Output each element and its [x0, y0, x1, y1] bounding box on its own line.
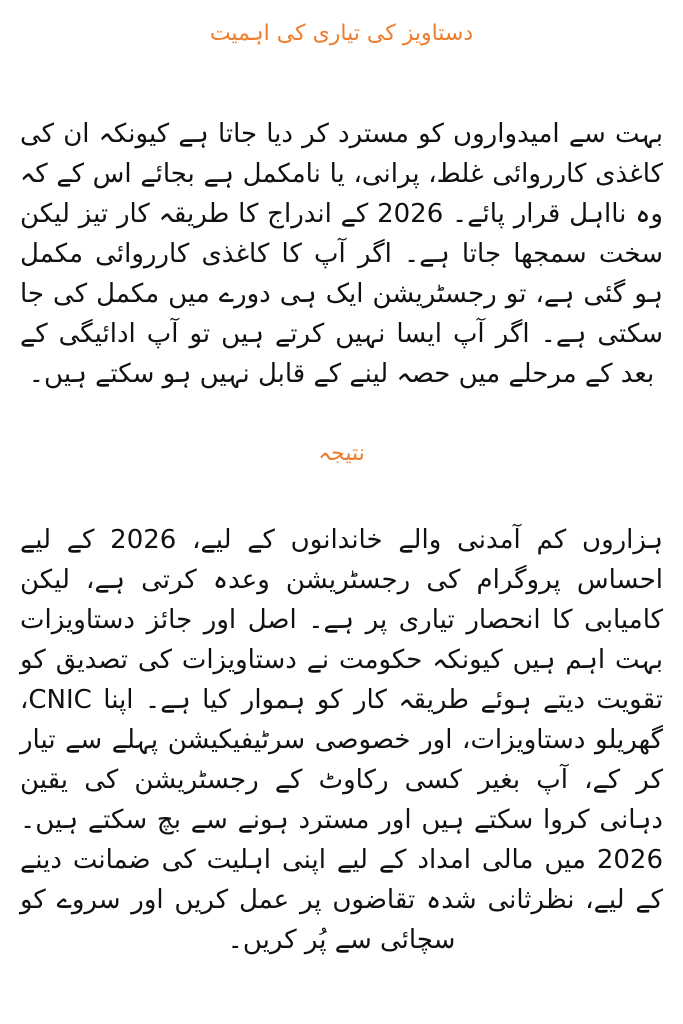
section-heading-document-preparation: دستاویز کی تیاری کی اہمیت [209, 21, 474, 46]
paragraph-conclusion: ہزاروں کم آمدنی والے خاندانوں کے لیے، 2026 کے لیے احساس پروگرام کی رجسٹریشن وعدہ کرتی ہے، لیکن کامیابی کا انحصار تیاری پر ہے۔ اصل اور جائز دستاویزات بہت اہم ہیں کیونکہ حکومت نے دستاویزات کی تصدیق کو تقویت دیتے ہوئے طریقہ کار کو ہموار کیا ہے۔ اپنا CNIC، گھریلو دستاویزات، اور خصوصی سرٹیفیکیشن پہلے سے تیار کر کے، آپ بغیر کسی رکاوٹ کے رجسٹریشن کی یقین دہانی کروا سکتے ہیں اور مسترد ہونے سے بچ سکتے ہیں۔ 2026 میں مالی امداد کے لیے اپنی اہلیت کی ضمانت دینے کے لیے، نظرثانی شدہ تقاضوں پر عمل کریں اور سروے کو سچائی سے پُر کریں۔ [20, 525, 663, 955]
section-heading-conclusion: نتیجہ [318, 441, 365, 466]
paragraph-document-preparation: بہت سے امیدواروں کو مسترد کر دیا جاتا ہے کیونکہ ان کی کاغذی کارروائی غلط، پرانی، یا نامکمل ہے بجائے اس کے کہ وہ نااہل قرار پائے۔ 2026 کے اندراج کا طریقہ کار تیز لیکن سخت سمجھا جاتا ہے۔ اگر آپ کا کاغذی کارروائی مکمل ہو گئی ہے، تو رجسٹریشن ایک ہی دورے میں مکمل کی جا سکتی ہے۔ اگر آپ ایسا نہیں کرتے ہیں تو آپ ادائیگی کے بعد کے مرحلے میں حصہ لینے کے قابل نہیں ہو سکتے ہیں۔ [20, 119, 663, 389]
